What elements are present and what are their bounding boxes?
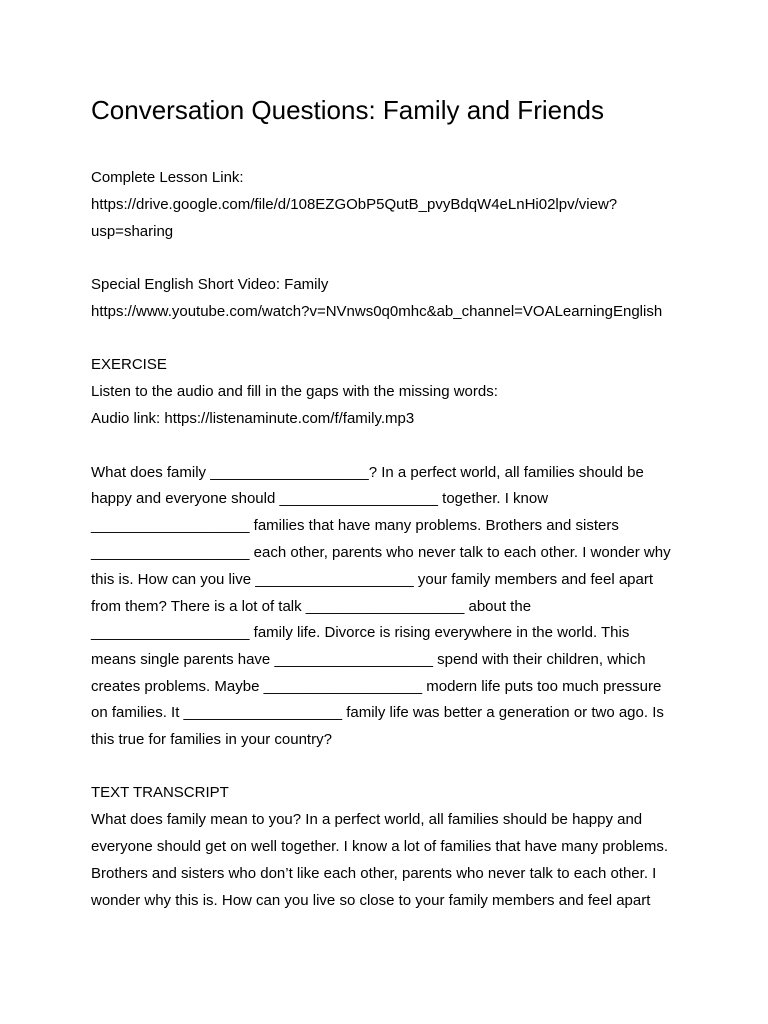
exercise-line: happy and everyone should ___________________ together. I know xyxy=(91,490,549,507)
transcript-heading: TEXT TRANSCRIPT xyxy=(91,784,229,801)
video-label: Special English Short Video: Family xyxy=(91,276,329,293)
lesson-link-url[interactable]: https://drive.google.com/file/d/108EZGObP5QutB_pvyBdqW4eLnHi02lpv/view? xyxy=(91,196,618,213)
exercise-line: this is. How can you live ___________________ your family members and feel apart xyxy=(91,571,654,588)
exercise-line: What does family ___________________? In a perfect world, all families should be xyxy=(91,464,644,481)
exercise-line: this true for families in your country? xyxy=(91,731,332,748)
transcript-line: Brothers and sisters who don’t like each other, parents who never talk to each other. I xyxy=(91,865,657,882)
transcript-line: What does family mean to you? In a perfect world, all families should be happy and xyxy=(91,811,643,828)
exercise-line: ___________________ each other, parents who never talk to each other. I wonder why xyxy=(91,544,671,561)
page-title: Conversation Questions: Family and Friends xyxy=(91,95,605,125)
transcript-line: everyone should get on well together. I know a lot of families that have many problems. xyxy=(91,838,668,855)
exercise-line: from them? There is a lot of talk ___________________ about the xyxy=(91,598,532,615)
transcript-line: wonder why this is. How can you live so close to your family members and feel apart xyxy=(91,892,651,909)
exercise-heading: EXERCISE xyxy=(91,356,167,373)
exercise-instruction: Listen to the audio and fill in the gaps with the missing words: xyxy=(91,383,498,400)
exercise-line: means single parents have ___________________ spend with their children, which xyxy=(91,651,646,668)
exercise-line: creates problems. Maybe ___________________ modern life puts too much pressure xyxy=(91,678,662,695)
lesson-link-label: Complete Lesson Link: xyxy=(91,169,244,186)
video-link-url[interactable]: https://www.youtube.com/watch?v=NVnws0q0mhc&ab_channel=VOALearningEnglish xyxy=(91,303,663,320)
audio-link[interactable]: Audio link: https://listenaminute.com/f/family.mp3 xyxy=(91,410,415,427)
exercise-line: ___________________ families that have many problems. Brothers and sisters xyxy=(91,517,619,534)
exercise-line: ___________________ family life. Divorce is rising everywhere in the world. This xyxy=(91,624,630,641)
lesson-link-url-continued[interactable]: usp=sharing xyxy=(91,223,174,240)
exercise-line: on families. It ___________________ family life was better a generation or two ago. Is xyxy=(91,704,664,721)
